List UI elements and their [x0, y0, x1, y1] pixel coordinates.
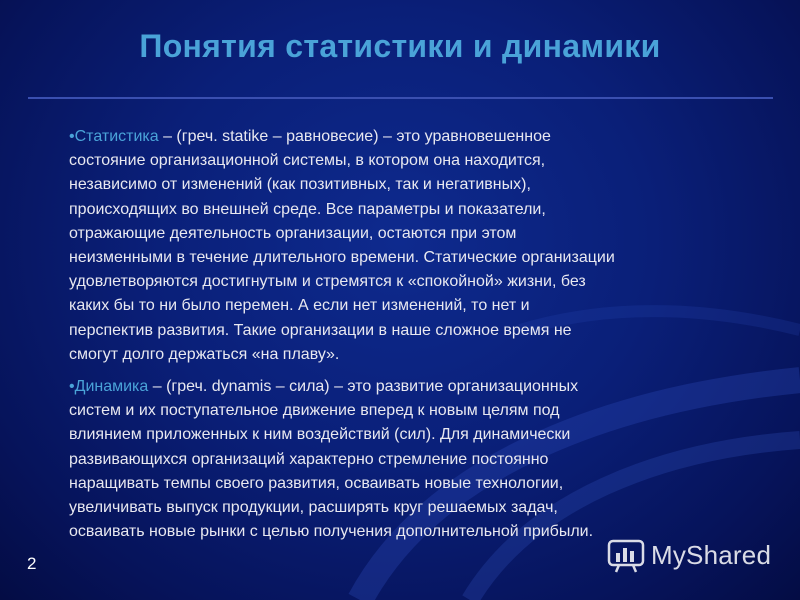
text-line: независимо от изменений (как позитивных, так и негативных),	[69, 176, 531, 194]
text-line: происходящих во внешней среде. Все параметры и показатели,	[69, 200, 546, 218]
slide-number: 2	[27, 554, 37, 573]
text-line: каких бы то ни было перемен. А если нет изменений, то нет и	[69, 297, 530, 315]
term-dynamics: Динамика	[74, 378, 149, 396]
paragraph-statics	[69, 125, 759, 367]
text-line: – (греч. statike – равновесие) – это уравновешенное	[158, 128, 551, 145]
text-line: смогут долго держаться «на плаву».	[69, 345, 340, 363]
page-title: Понятия статистики и динамики	[139, 28, 661, 64]
text-line: отражающие деятельность организации, остаются при этом	[69, 224, 517, 242]
text-line: влиянием приложенных к ним воздействий (сил). Для динамически	[69, 426, 571, 444]
text-line: развивающихся организаций характерно стремление постоянно	[69, 450, 549, 468]
text-line: систем и их поступательное движение вперед к новым целям под	[69, 402, 560, 420]
bar-chart-icon	[607, 535, 647, 575]
text-line: осваивать новые рынки с целью получения дополнительной прибыли.	[69, 523, 594, 541]
bullet-marker: •	[69, 378, 75, 396]
watermark-text: MyShared	[651, 539, 772, 570]
text-line: – (греч. dynamis – сила) – это развитие организационных	[148, 378, 579, 396]
term-statics: Статистика	[74, 128, 159, 145]
text-line: состояние организационной системы, в котором она находится,	[69, 152, 546, 170]
text-line: удовлетворяются достигнутым и стремятся к «спокойной» жизни, без	[69, 273, 586, 291]
bullet-marker: •	[69, 128, 75, 145]
paragraph-dynamics	[69, 375, 759, 544]
slide-body	[69, 125, 759, 552]
text-line: перспектив развития. Такие организации в наше сложное время не	[69, 321, 572, 339]
text-line: неизменными в течение длительного времени. Статические организации	[69, 249, 615, 267]
text-line: увеличивать выпуск продукции, расширять круг решаемых задач,	[69, 499, 558, 517]
title-divider	[28, 97, 773, 99]
watermark	[607, 535, 771, 575]
text-line: наращивать темпы своего развития, осваивать новые технологии,	[69, 474, 564, 492]
